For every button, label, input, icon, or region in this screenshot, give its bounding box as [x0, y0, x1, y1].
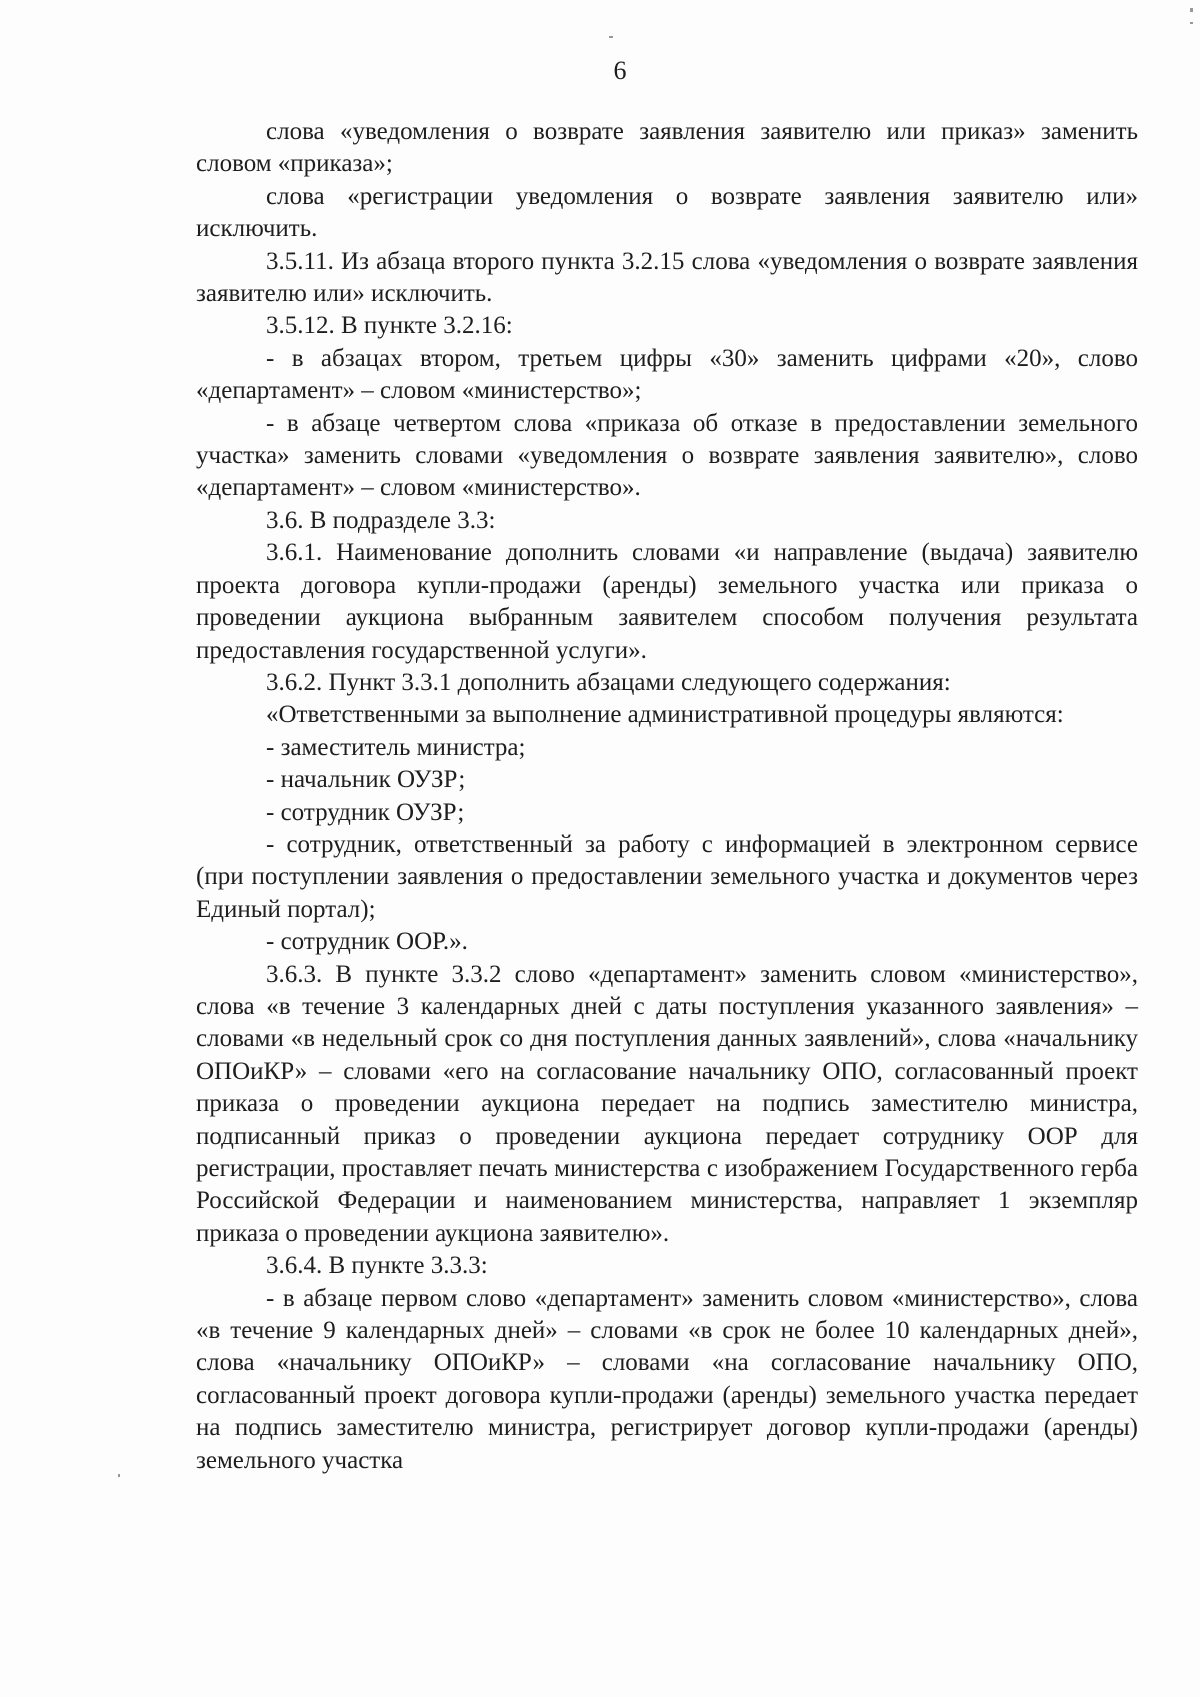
paragraph: 3.6.3. В пункте 3.3.2 слово «департамент» заменить словом «министерство», слова «в течение 3 календарных дней с даты поступления указанного заявления» – словами «в недельный срок со дня поступления данных заявлений», слова «начальнику ОПОиКР» – словами «его на согласование начальнику ОПО, согласованный проект приказа о проведении аукциона передает на подпись заместителю министра, подписанный приказ о проведении аукциона передает сотруднику ООР для регистрации, проставляет печать министерства с изображением Государственного герба Российской Федерации и наименованием министерства, направляет 1 экземпляр приказа о проведении аукциона заявителю».: [196, 960, 1138, 1247]
paragraph: 3.6.4. В пункте 3.3.3:: [266, 1252, 488, 1280]
paragraph: 3.5.12. В пункте 3.2.16:: [266, 312, 513, 340]
scan-mark: [118, 1474, 120, 1477]
paragraph: - сотрудник, ответственный за работу с информацией в электронном сервисе (при поступлении заявления о предоставлении земельного участка и документов через Единый портал);: [196, 830, 1138, 923]
document-body: [196, 116, 1138, 1477]
paragraph: - сотрудник ОУЗР;: [266, 798, 465, 826]
paragraph: - в абзаце четвертом слова «приказа об отказе в предоставлении земельного участка» заменить словами «уведомления о возврате заявления заявителю», слово «департамент» – словом «министерство».: [196, 409, 1138, 502]
paragraph: слова «регистрации уведомления о возврате заявления заявителю или» исключить.: [196, 182, 1138, 243]
scan-mark: [609, 36, 613, 38]
scan-mark: [1190, 22, 1193, 24]
paragraph: 3.6.2. Пункт 3.3.1 дополнить абзацами следующего содержания:: [266, 668, 951, 696]
paragraph: - в абзаце первом слово «департамент» заменить словом «министерство», слова «в течение 9 календарных дней» – словами «в срок не более 10 календарных дней», слова «начальнику ОПОиКР» – словами «на согласование начальнику ОПО, согласованный проект договора купли-продажи (аренды) земельного участка передает на подпись заместителю министра, регистрирует договор купли-продажи (аренды) земельного участка: [196, 1284, 1138, 1474]
paragraph: - начальник ОУЗР;: [266, 766, 466, 794]
paragraph: слова «уведомления о возврате заявления заявителю или приказ» заменить словом «приказа»;: [196, 118, 1138, 178]
paragraph: 3.6.1. Наименование дополнить словами «и направление (выдача) заявителю проекта договора купли-продажи (аренды) земельного участка или приказа о проведении аукциона выбранным заявителем способом получения результата предоставления государственной услуги».: [196, 539, 1138, 664]
page-number: 6: [613, 56, 627, 85]
paragraph: - в абзацах втором, третьем цифры «30» заменить цифрами «20», слово «департамент» – словом «министерство»;: [196, 344, 1138, 405]
paragraph: 3.5.11. Из абзаца второго пункта 3.2.15 слова «уведомления о возврате заявления заявителю или» исключить.: [196, 247, 1138, 308]
paragraph: «Ответственными за выполнение административной процедуры являются:: [266, 701, 1064, 729]
paragraph: - заместитель министра;: [266, 733, 526, 761]
paragraph: - сотрудник ООР.».: [266, 928, 468, 956]
paragraph: 3.6. В подразделе 3.3:: [266, 506, 496, 534]
scan-mark: [1190, 8, 1193, 12]
